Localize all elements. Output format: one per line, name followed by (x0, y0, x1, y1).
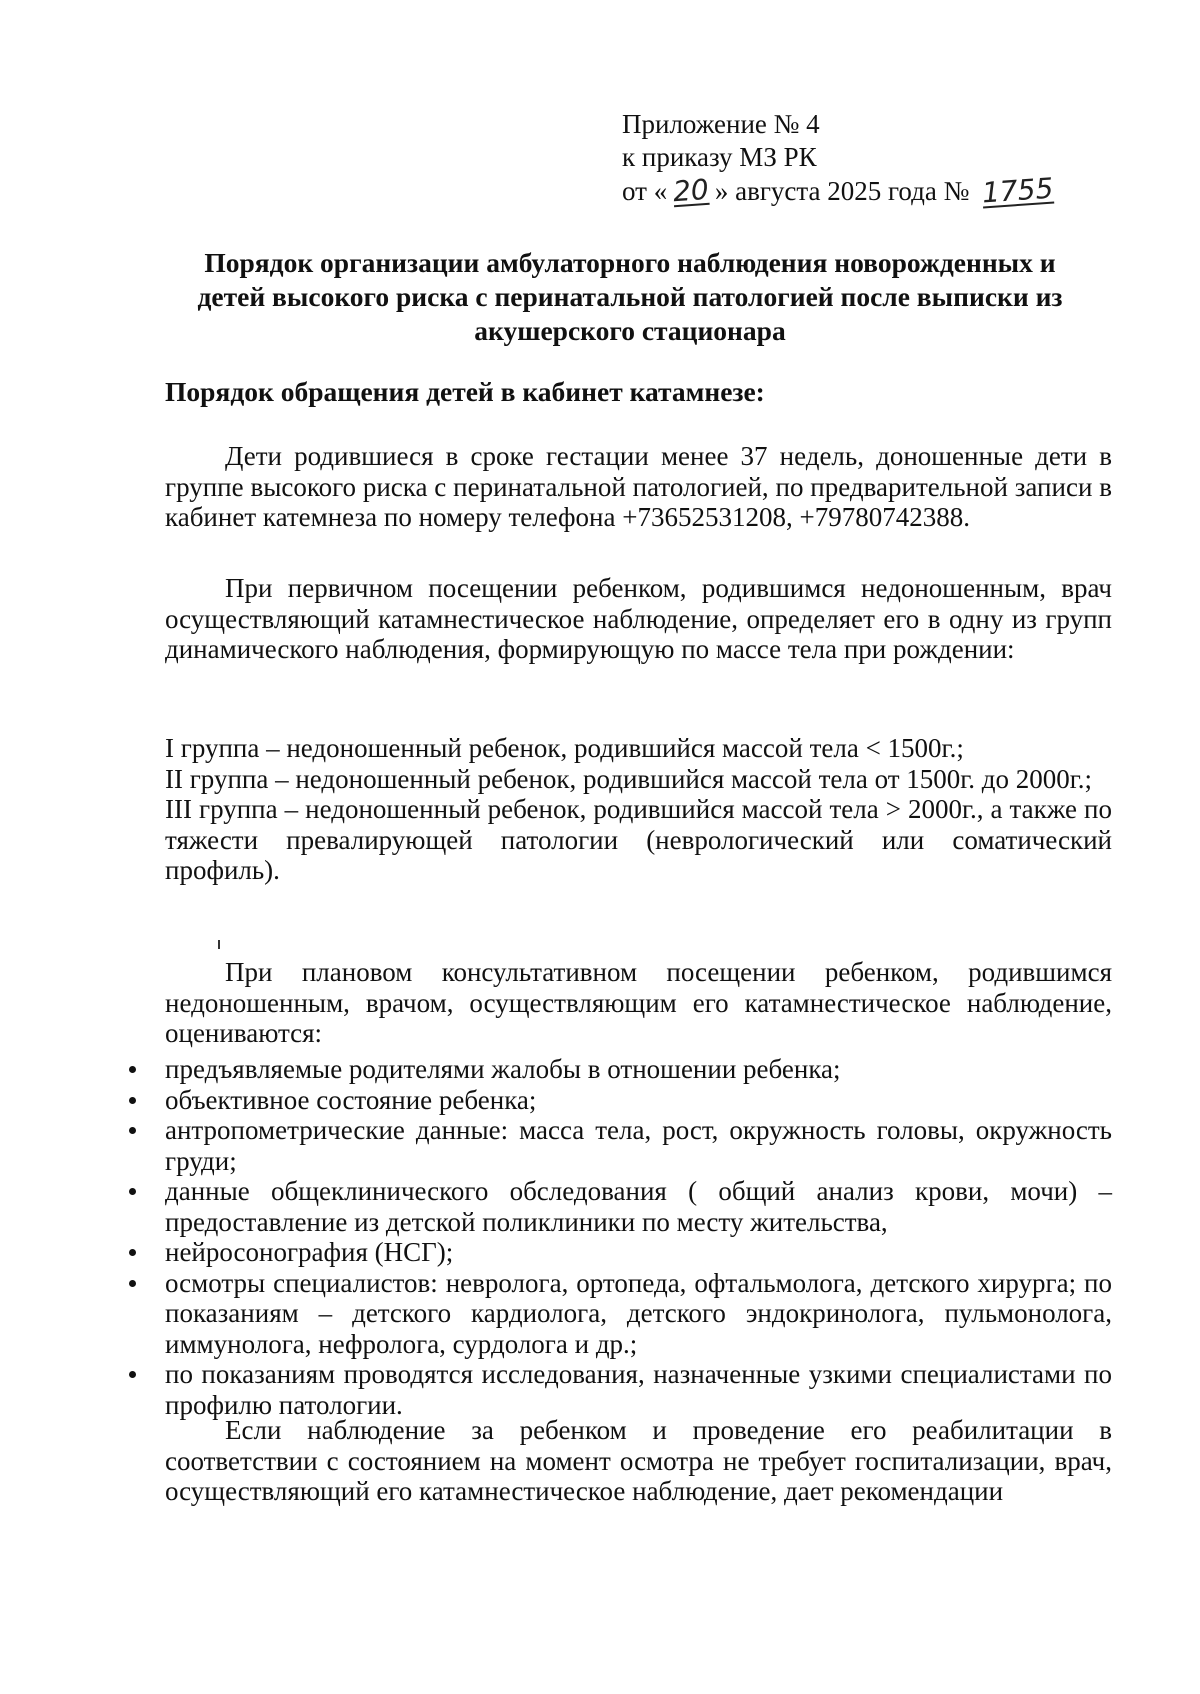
date-prefix: от « (622, 176, 668, 206)
paragraph-appointment: Дети родившиеся в сроке гестации менее 37 недель, доношенные дети в группе высокого риска с перинатальной патологией, по предварительной записи в кабинет катемнеза по номеру телефона +73652531208, +79780742388. (165, 441, 1112, 532)
group-item-3: III группа – недоношенный ребенок, родившийся массой тела > 2000г., а также по тяжести превалирующей патологии (неврологический или соматический профиль). (165, 794, 1112, 885)
bullet-icon (129, 1066, 136, 1073)
paragraph-planned-visit: При плановом консультативном посещении ребенком, родившимся недоношенным, врачом, осуществляющим его катамнестическое наблюдение, оцениваются: (165, 957, 1112, 1048)
section-heading: Порядок обращения детей в кабинет катамнезе: (165, 376, 765, 407)
date-middle: » августа 2025 года № (714, 176, 970, 206)
order-date-line (622, 171, 1102, 210)
groups-list (165, 733, 1112, 886)
bullet-icon (129, 1249, 136, 1256)
handwritten-order-number: 1755 (981, 171, 1055, 210)
bullet-icon (129, 1371, 136, 1378)
appendix-header (622, 108, 1102, 208)
group-item-1: I группа – недоношенный ребенок, родившийся массой тела < 1500г.; (165, 733, 964, 763)
bullet-icon (129, 1127, 136, 1134)
title-line-2: детей высокого риска с перинатальной патологией после выписки из (197, 281, 1063, 312)
list-item: объективное состояние ребенка; (165, 1085, 1112, 1116)
list-item: осмотры специалистов: невролога, ортопеда, офтальмолога, детского хирурга; по показаниям – детского кардиолога, детского эндокринолога, пульмонолога, иммунолога, нефролога, сурдолога и др.; (165, 1268, 1112, 1360)
bullet-icon (129, 1188, 136, 1195)
list-item: нейросонография (НСГ); (165, 1237, 1112, 1268)
list-item: предъявляемые родителями жалобы в отношении ребенка; (165, 1054, 1112, 1085)
title-line-3: акушерского стационара (474, 315, 786, 346)
list-item: антропометрические данные: масса тела, рост, окружность головы, окружность груди; (165, 1115, 1112, 1176)
bullet-icon (129, 1280, 136, 1287)
group-item-2: II группа – недоношенный ребенок, родившийся массой тела от 1500г. до 2000г.; (165, 763, 1093, 794)
document-title (160, 246, 1100, 348)
list-item: по показаниям проводятся исследования, назначенные узкими специалистами по профилю патологии. (165, 1359, 1112, 1420)
title-line-1: Порядок организации амбулаторного наблюдения новорожденных и (204, 247, 1056, 278)
scan-mark (218, 940, 220, 949)
assessment-list (165, 1054, 1112, 1420)
handwritten-day: 20 (672, 172, 710, 209)
list-item: данные общеклинического обследования ( общий анализ крови, мочи) – предоставление из детской поликлиники по месту жительства, (165, 1176, 1112, 1237)
paragraph-first-visit: При первичном посещении ребенком, родившимся недоношенным, врач осуществляющий катамнестическое наблюдение, определяет его в одну из групп динамического наблюдения, формирующую по массе тела при рождении: (165, 573, 1112, 664)
paragraph-recommendations: Если наблюдение за ребенком и проведение его реабилитации в соответствии с состоянием на момент осмотра не требует госпитализации, врач, осуществляющий его катамнестическое наблюдение, дает рекомендации (165, 1415, 1112, 1506)
order-reference: к приказу МЗ РК (622, 142, 817, 172)
appendix-number: Приложение № 4 (622, 109, 820, 139)
bullet-icon (129, 1097, 136, 1104)
